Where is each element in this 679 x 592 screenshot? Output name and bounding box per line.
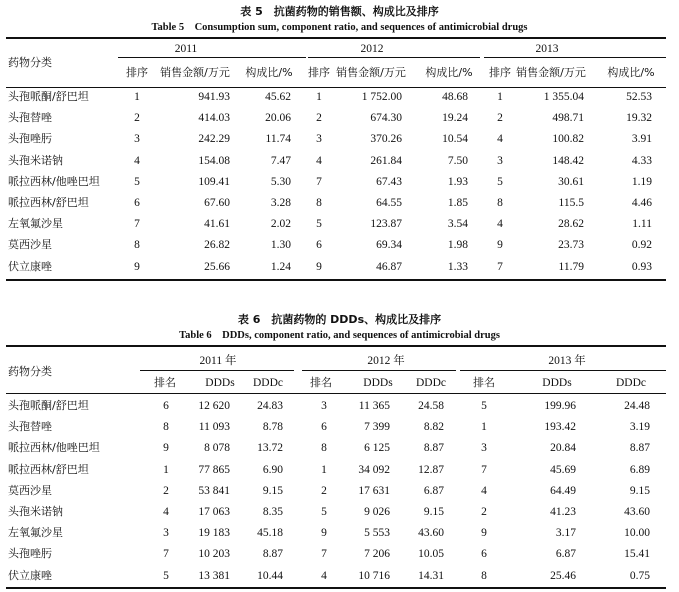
table5 — [6, 37, 666, 280]
table-cell: 3 — [163, 527, 169, 540]
table-cell: 43.60 — [624, 506, 650, 518]
column-header: 构成比/% — [425, 66, 473, 79]
table-cell: 67.43 — [376, 175, 402, 188]
table-cell: 14.31 — [418, 569, 444, 582]
table-cell: 12 620 — [198, 400, 230, 412]
top-rule — [6, 37, 666, 39]
row-label: 哌拉西林/舒巴坦 — [8, 462, 89, 476]
table-cell: 6.89 — [629, 463, 650, 476]
table-cell: 148.42 — [552, 154, 584, 167]
table-cell: 8.82 — [423, 421, 444, 434]
table-cell: 4 — [163, 506, 169, 518]
table-cell: 7 — [316, 175, 322, 188]
table-cell: 193.42 — [544, 421, 576, 434]
table-cell: 4 — [497, 218, 503, 231]
table-cell: 9.15 — [262, 484, 283, 497]
table-cell: 20.06 — [265, 112, 291, 125]
year-group-rule — [308, 57, 480, 58]
table-cell: 7 — [481, 463, 487, 476]
table-cell: 6 — [134, 197, 140, 209]
table-cell: 7.50 — [447, 154, 468, 167]
table-cell: 19.32 — [626, 112, 652, 125]
table-cell: 6 — [316, 239, 322, 252]
table-cell: 0.93 — [631, 260, 652, 273]
table5-caption-zh: 表 5 抗菌药物的销售额、构成比及排序 — [240, 5, 439, 18]
year-group-rule — [118, 57, 306, 58]
year-group-rule — [460, 370, 666, 371]
table-cell: 4 — [481, 484, 487, 497]
table-cell: 6 — [163, 400, 169, 412]
header-rule — [6, 393, 666, 394]
table-cell: 53 841 — [198, 484, 230, 497]
row-label: 左氧氟沙星 — [8, 217, 63, 231]
table-cell: 1 — [163, 463, 169, 476]
table-cell: 34 092 — [358, 463, 390, 476]
bottom-rule — [6, 279, 666, 281]
table-cell: 24.83 — [257, 400, 283, 412]
table-cell: 45.69 — [550, 463, 576, 476]
table-cell: 45.18 — [257, 527, 283, 540]
column-header: 构成比/% — [245, 66, 293, 79]
table-cell: 9 — [481, 527, 487, 540]
row-label: 头孢唑肟 — [8, 547, 52, 561]
row-label: 伏立康唑 — [8, 568, 52, 582]
table-cell: 9 026 — [364, 506, 390, 518]
table-cell: 11.79 — [558, 260, 584, 273]
row-label: 哌拉西林/他唑巴坦 — [8, 441, 100, 455]
table-cell: 8 — [321, 442, 327, 455]
table-cell: 9 — [497, 239, 503, 252]
table-cell: 1.33 — [447, 260, 468, 273]
column-header: 销售金额/万元 — [516, 66, 586, 79]
table-cell: 8 078 — [204, 442, 230, 455]
table-cell: 0.92 — [631, 239, 652, 252]
table-cell: 0.75 — [629, 569, 650, 582]
year-group-rule — [302, 370, 456, 371]
column-header: DDDc — [252, 377, 284, 389]
table-cell: 5 — [481, 400, 487, 412]
row-label: 头孢哌酮/舒巴坦 — [8, 90, 89, 103]
table-cell: 9 — [321, 527, 327, 540]
table-cell: 8 — [134, 239, 140, 252]
table-cell: 12.87 — [418, 463, 444, 476]
row-label: 左氧氟沙星 — [8, 526, 63, 540]
column-header: 销售金额/万元 — [336, 66, 406, 79]
header-rule — [6, 87, 666, 88]
year-header: 2013 年 — [548, 355, 586, 367]
table-cell: 19 183 — [198, 527, 230, 540]
table6-caption-zh: 表 6 抗菌药物的 DDDs、构成比及排序 — [237, 313, 442, 326]
row-label: 头孢哌酮/舒巴坦 — [8, 399, 89, 412]
table-cell: 46.87 — [376, 260, 402, 273]
table-cell: 45.62 — [265, 91, 291, 103]
table-cell: 2.02 — [270, 218, 291, 231]
table-cell: 1.30 — [270, 239, 291, 252]
table-cell: 10.00 — [624, 527, 650, 540]
table-cell: 3 — [497, 154, 503, 167]
table-cell: 8.87 — [423, 442, 444, 455]
row-label: 头孢替唑 — [8, 420, 52, 434]
column-header: 排序 — [489, 66, 511, 79]
column-header: DDDs — [205, 377, 235, 389]
top-rule — [6, 345, 666, 347]
row-label: 莫西沙星 — [8, 483, 52, 497]
table-cell: 4 — [316, 154, 322, 167]
table5-caption-en: Table 5 Consumption sum, component ratio, and sequences of antimicrobial drugs — [151, 22, 528, 33]
year-header: 2011 — [174, 43, 198, 55]
table-cell: 1.11 — [632, 218, 652, 231]
table-cell: 3 — [316, 133, 322, 146]
year-group-rule — [484, 57, 666, 58]
table-cell: 6.87 — [423, 484, 444, 497]
table-cell: 123.87 — [370, 218, 402, 231]
table-cell: 30.61 — [558, 175, 584, 188]
column-header: 排序 — [308, 66, 330, 79]
table-cell: 1 — [497, 91, 503, 103]
column-header: DDDc — [415, 377, 447, 389]
table-cell: 67.60 — [204, 197, 230, 209]
table-cell: 8.87 — [629, 442, 650, 455]
table-cell: 8 — [316, 197, 322, 209]
table-cell: 41.23 — [550, 506, 576, 518]
table-cell: 5 — [134, 175, 140, 188]
table-cell: 2 — [134, 112, 140, 125]
table-cell: 2 — [481, 506, 487, 518]
column-header: 排名 — [154, 376, 176, 389]
table-cell: 9 — [134, 260, 140, 273]
row-label: 头孢米诺钠 — [8, 505, 63, 518]
table-cell: 24.58 — [418, 400, 444, 412]
table-cell: 41.61 — [204, 218, 230, 231]
table-cell: 25.66 — [204, 260, 230, 273]
table-cell: 6.90 — [262, 463, 283, 476]
table-cell: 7.47 — [270, 154, 291, 167]
column-header: 销售金额/万元 — [160, 66, 230, 79]
table-cell: 5 — [163, 569, 169, 582]
table-cell: 2 — [316, 112, 322, 125]
table-cell: 69.34 — [376, 239, 402, 252]
row-label: 头孢替唑 — [8, 111, 52, 125]
table-cell: 674.30 — [370, 112, 402, 125]
table-cell: 1 752.00 — [361, 91, 402, 103]
table-cell: 7 — [497, 260, 503, 273]
table-cell: 5 553 — [364, 527, 390, 540]
table-cell: 10.05 — [418, 548, 444, 561]
row-label: 头孢唑肟 — [8, 132, 52, 146]
table-cell: 3.91 — [631, 133, 652, 146]
table-cell: 10 716 — [358, 569, 390, 582]
table-cell: 1 — [481, 421, 487, 434]
table-cell: 26.82 — [204, 239, 230, 252]
table6-caption-en: Table 6 DDDs, component ratio, and sequences of antimicrobial drugs — [179, 330, 500, 341]
table-cell: 100.82 — [552, 133, 584, 146]
table-cell: 3 — [321, 400, 327, 412]
table-cell: 9 — [316, 260, 322, 273]
table-cell: 64.55 — [376, 197, 402, 209]
table-cell: 8.78 — [262, 421, 283, 434]
table-cell: 3.28 — [270, 197, 291, 209]
table-cell: 6 125 — [364, 442, 390, 455]
table-cell: 9 — [163, 442, 169, 455]
table-cell: 9.15 — [423, 506, 444, 518]
table-cell: 11.74 — [265, 133, 291, 146]
row-label: 哌拉西林/舒巴坦 — [8, 196, 89, 209]
table-cell: 48.68 — [442, 91, 468, 103]
table-cell: 7 399 — [364, 421, 390, 434]
table-cell: 77 865 — [198, 463, 230, 476]
table-cell: 7 — [163, 548, 169, 561]
table-cell: 199.96 — [544, 400, 576, 412]
table-cell: 10 203 — [198, 548, 230, 561]
table-cell: 64.49 — [550, 484, 576, 497]
table-cell: 2 — [321, 484, 327, 497]
table-cell: 8.35 — [262, 506, 283, 518]
table-cell: 1 — [316, 91, 322, 103]
table-cell: 15.41 — [624, 548, 650, 561]
row-label: 莫西沙星 — [8, 238, 52, 252]
table-cell: 4 — [497, 133, 503, 146]
table-cell: 8 — [163, 421, 169, 434]
table-cell: 941.93 — [198, 91, 230, 103]
table-cell: 370.26 — [370, 133, 402, 146]
row-label: 哌拉西林/他唑巴坦 — [8, 174, 100, 188]
table-cell: 1.85 — [447, 197, 468, 209]
table-cell: 261.84 — [370, 154, 402, 167]
bottom-rule — [6, 587, 666, 589]
year-header: 2011 年 — [199, 355, 237, 367]
row-header: 药物分类 — [8, 56, 52, 69]
table-cell: 17 631 — [358, 484, 390, 497]
table-cell: 1.93 — [447, 175, 468, 188]
year-header: 2012 年 — [367, 355, 405, 367]
table-cell: 4 — [134, 154, 140, 167]
table-cell: 5 — [497, 175, 503, 188]
table-cell: 414.03 — [198, 112, 230, 125]
table-cell: 5 — [316, 218, 322, 231]
table-cell: 23.73 — [558, 239, 584, 252]
row-label: 头孢米诺钠 — [8, 153, 63, 167]
table-cell: 3.17 — [555, 527, 576, 540]
table-cell: 1.98 — [447, 239, 468, 252]
table-cell: 9.15 — [629, 484, 650, 497]
table-cell: 109.41 — [198, 175, 230, 188]
row-label: 伏立康唑 — [8, 259, 52, 273]
year-header: 2013 — [535, 43, 559, 55]
table-cell: 1.19 — [631, 175, 652, 188]
table-cell: 4 — [321, 569, 327, 582]
table-cell: 2 — [497, 112, 503, 125]
table-cell: 5 — [321, 506, 327, 518]
table-cell: 2 — [163, 484, 169, 497]
table-cell: 11 093 — [198, 421, 230, 434]
table-cell: 1 — [321, 463, 327, 476]
table-cell: 25.46 — [550, 569, 576, 582]
table-cell: 5.30 — [270, 175, 291, 188]
table-cell: 10.54 — [442, 133, 468, 146]
column-header: DDDc — [615, 377, 647, 389]
table-cell: 8 — [497, 197, 503, 209]
table-cell: 4.33 — [631, 154, 652, 167]
table-cell: 154.08 — [198, 154, 230, 167]
table-cell: 4.46 — [631, 197, 652, 209]
table-cell: 6 — [321, 421, 327, 434]
table-cell: 3.19 — [629, 421, 650, 434]
column-header: DDDs — [363, 377, 393, 389]
table-cell: 28.62 — [558, 218, 584, 231]
table-cell: 13 381 — [198, 569, 230, 582]
table-cell: 498.71 — [552, 112, 584, 125]
table-cell: 11 365 — [358, 400, 390, 412]
table-cell: 7 — [321, 548, 327, 561]
table-cell: 1.24 — [270, 260, 291, 273]
column-header: 排名 — [473, 376, 495, 389]
column-header: DDDs — [542, 377, 572, 389]
table-cell: 3 — [134, 133, 140, 146]
table-cell: 13.72 — [257, 442, 283, 455]
year-group-rule — [140, 370, 294, 371]
table-cell: 19.24 — [442, 112, 468, 125]
table-cell: 52.53 — [626, 91, 652, 103]
table-cell: 1 355.04 — [543, 91, 584, 103]
year-header: 2012 — [360, 43, 384, 55]
table-cell: 17 063 — [198, 506, 230, 518]
column-header: 构成比/% — [607, 66, 655, 79]
table-cell: 24.48 — [624, 400, 650, 412]
table-cell: 3.54 — [447, 218, 468, 231]
table-cell: 242.29 — [198, 133, 230, 146]
row-header: 药物分类 — [8, 365, 52, 378]
column-header: 排序 — [126, 66, 148, 79]
table-cell: 1 — [134, 91, 140, 103]
table-cell: 43.60 — [418, 527, 444, 540]
table-cell: 6 — [481, 548, 487, 561]
table-cell: 6.87 — [555, 548, 576, 561]
table-cell: 7 206 — [364, 548, 390, 561]
table-cell: 7 — [134, 218, 140, 231]
table-cell: 3 — [481, 442, 487, 455]
table-cell: 10.44 — [257, 569, 283, 582]
table-cell: 115.5 — [558, 197, 584, 209]
table-cell: 8.87 — [262, 548, 283, 561]
table-cell: 20.84 — [550, 442, 576, 455]
column-header: 排名 — [310, 376, 332, 389]
table-cell: 8 — [481, 569, 487, 582]
table6 — [6, 345, 666, 588]
